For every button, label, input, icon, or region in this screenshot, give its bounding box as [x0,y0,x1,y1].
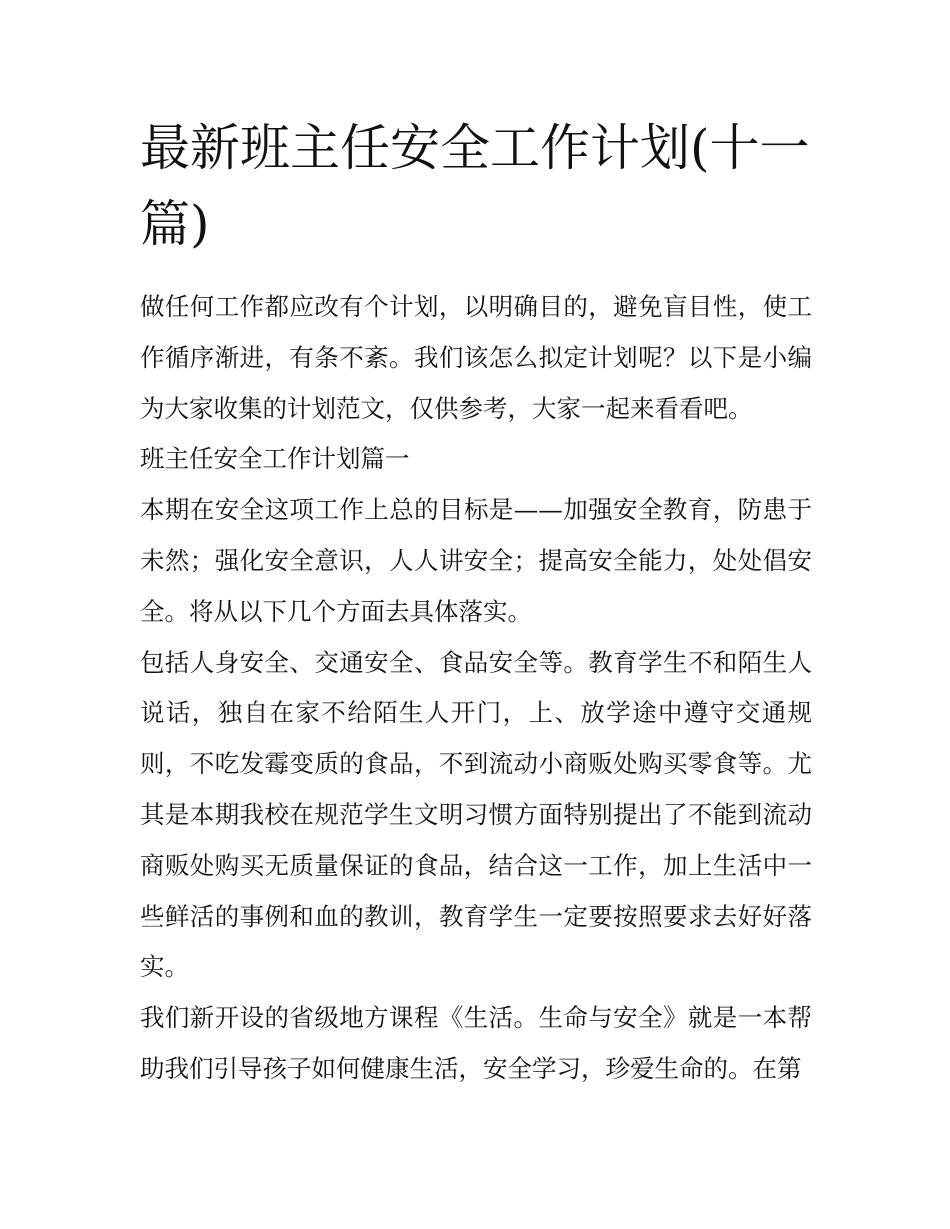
document-title: 最新班主任安全工作计划(十一篇) [140,119,810,253]
section-heading: 班主任安全工作计划篇一 [140,444,410,474]
paragraph-safety-scope: 包括人身安全、交通安全、食品安全等。教育学生不和陌生人说话，独自在家不给陌生人开门，上、放学途中遵守交通规则，不吃发霉变质的食品，不到流动小商贩处购买零食等。尤其是本期我校在规范学生文明习惯方面特别提出了不能到流动商贩处购买无质量保证的食品，结合这一工作，加上生活中一些鲜活的事例和血的教训，教育学生一定要按照要求去好好落实。 [140,647,812,982]
paragraph-goal: 本期在安全这项工作上总的目标是——加强安全教育，防患于未然；强化安全意识，人人讲安全；提高安全能力，处处倡安全。将从以下几个方面去具体落实。 [140,495,812,626]
document-body [140,282,812,1095]
paragraph-curriculum: 我们新开设的省级地方课程《生活。生命与安全》就是一本帮助我们引导孩子如何健康生活，安全学习，珍爱生命的。在第 [140,1003,812,1083]
paragraph-intro: 做任何工作都应改有个计划，以明确目的，避免盲目性，使工作循序渐进，有条不紊。我们该怎么拟定计划呢？以下是小编为大家收集的计划范文，仅供参考，大家一起来看看吧。 [140,292,812,423]
document-content [140,110,812,1095]
